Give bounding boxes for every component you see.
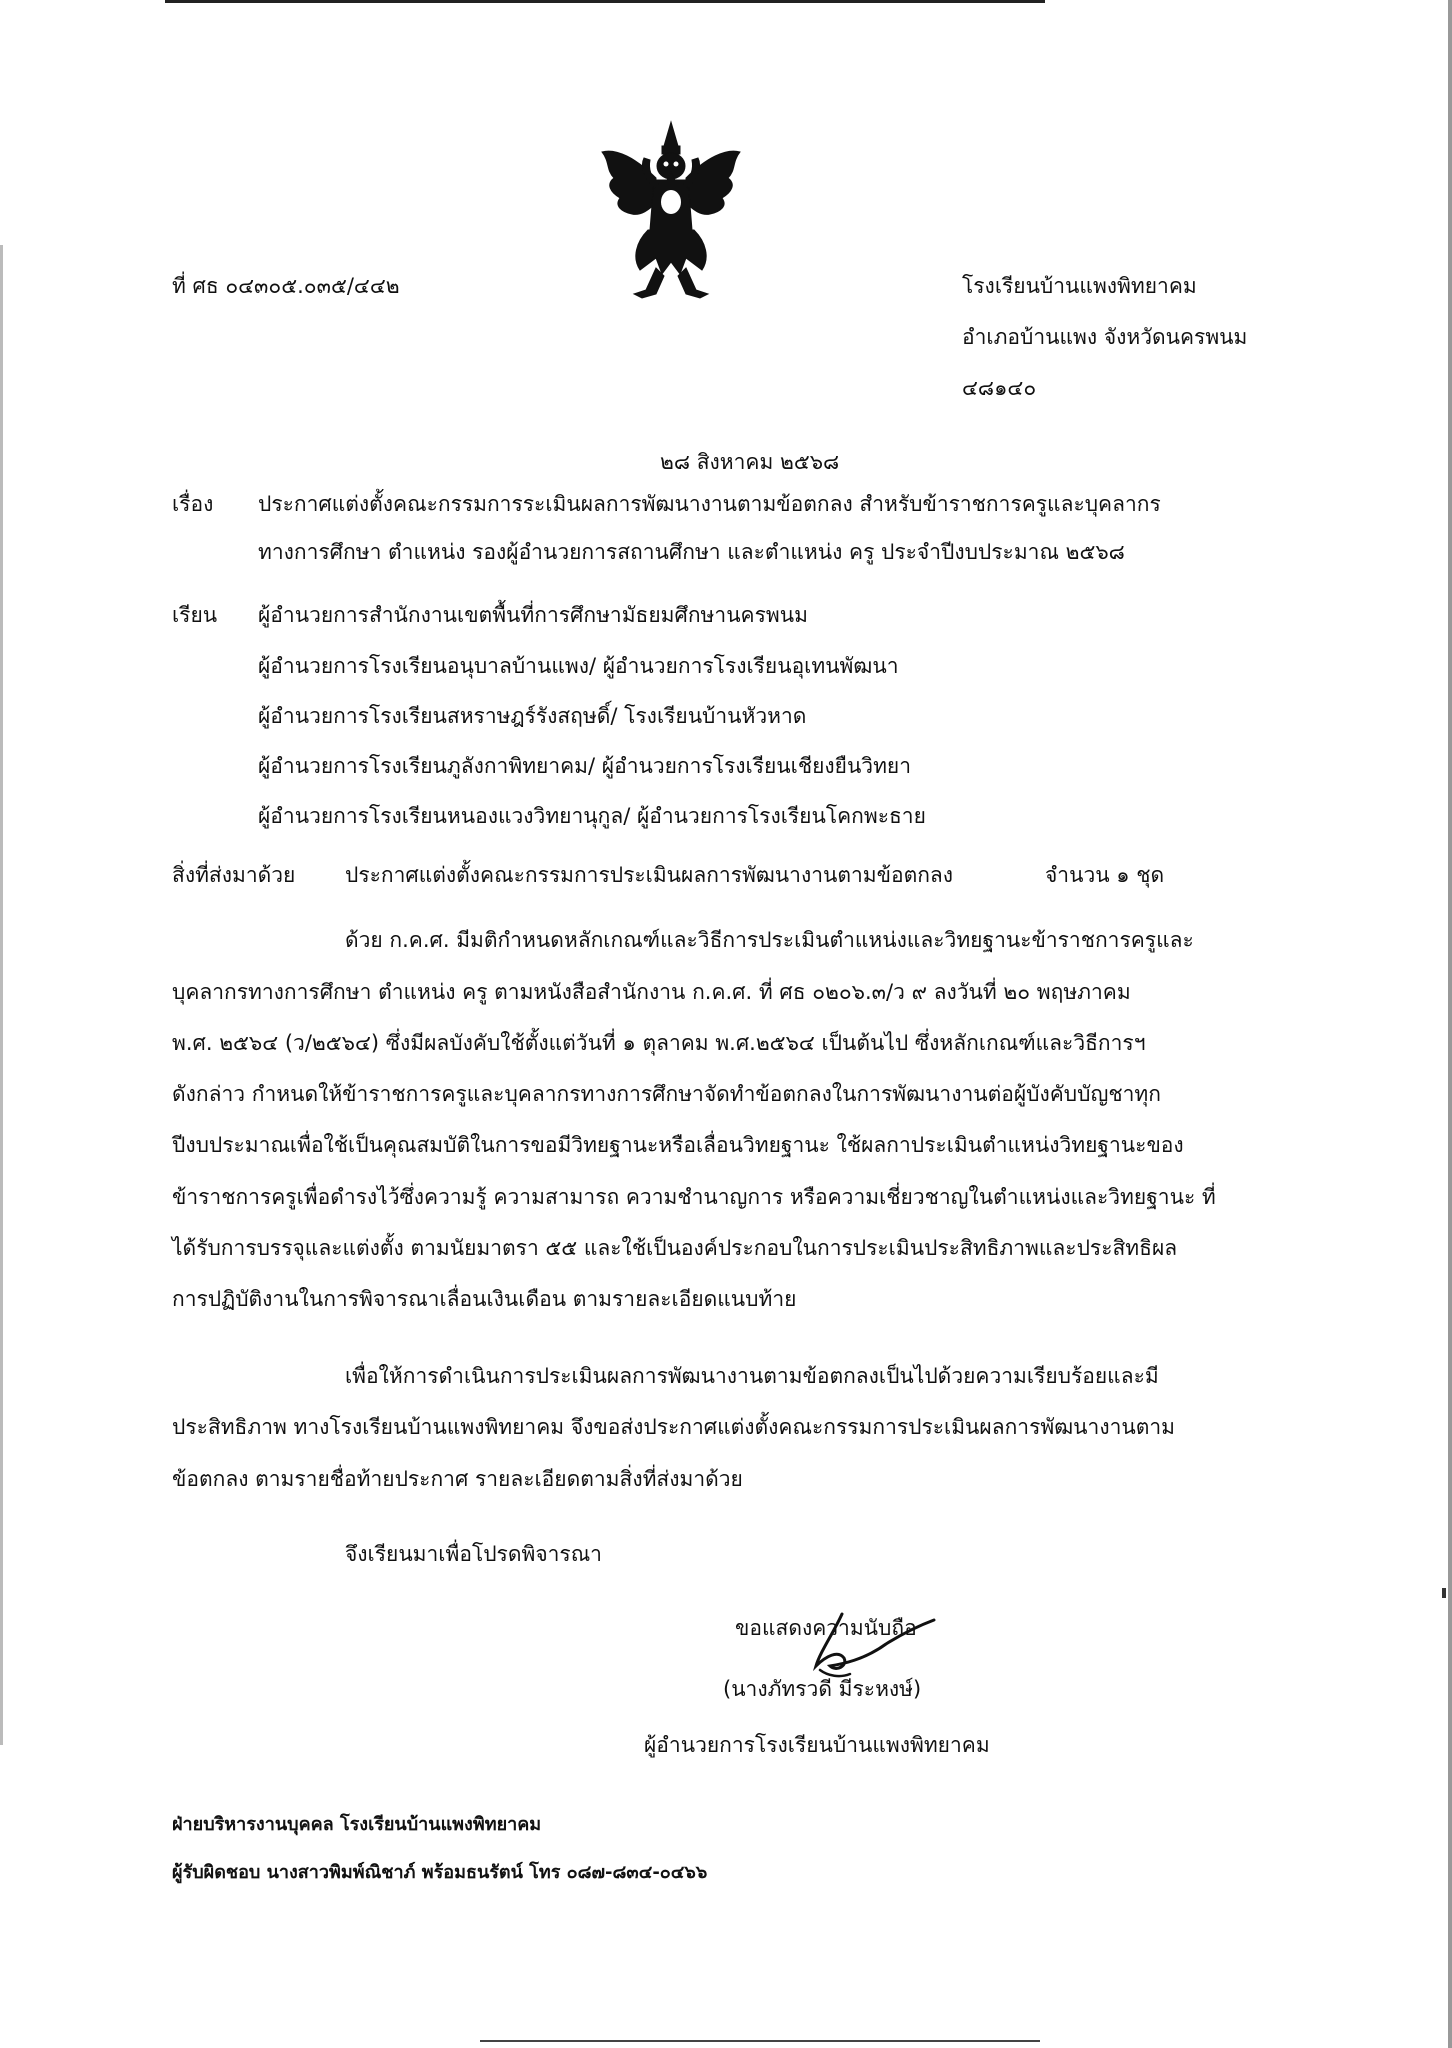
body-line: ข้าราชการครูเพื่อดำรงไว้ซึ่งความรู้ ความสามารถ ความชำนาญการ หรือความเชี่ยวชาญในตำแหน่งและวิทยฐานะ ที่: [172, 1185, 1216, 1209]
recipient-line: ผู้อำนวยการสำนักงานเขตพื้นที่การศึกษามัธยมศึกษานครพนม: [258, 603, 808, 627]
recipients-label: เรียน: [172, 603, 218, 627]
scan-mark: [1442, 1588, 1446, 1598]
footer-department: ฝ่ายบริหารงานบุคคล โรงเรียนบ้านแพงพิทยาคม: [172, 1814, 542, 1835]
enclosure-text: ประกาศแต่งตั้งคณะกรรมการประเมินผลการพัฒนางานตามข้อตกลง: [345, 863, 954, 887]
subject-line: ทางการศึกษา ตำแหน่ง รองผู้อำนวยการสถานศึกษา และตำแหน่ง ครู ประจำปีงบประมาณ ๒๕๖๘: [258, 540, 1125, 564]
letter-date: ๒๘ สิงหาคม ๒๕๖๘: [660, 450, 840, 474]
scan-border-bottom: [480, 2040, 1040, 2042]
subject-line: ประกาศแต่งตั้งคณะกรรมการระเมินผลการพัฒนางานตามข้อตกลง สำหรับข้าราชการครูและบุคลากร: [258, 492, 1161, 516]
closing-salutation: ขอแสดงความนับถือ: [735, 1616, 917, 1640]
scan-border-right: [1448, 0, 1452, 2048]
enclosure-quantity: จำนวน ๑ ชุด: [1045, 863, 1165, 887]
body-line: ด้วย ก.ค.ศ. มีมติกำหนดหลักเกณฑ์และวิธีการประเมินตำแหน่งและวิทยฐานะข้าราชการครูและ: [345, 928, 1194, 952]
recipient-line: ผู้อำนวยการโรงเรียนอนุบาลบ้านแพง/ ผู้อำนวยการโรงเรียนอุเทนพัฒนา: [258, 654, 899, 678]
scan-border-left: [0, 245, 3, 1745]
enclosure-label: สิ่งที่ส่งมาด้วย: [172, 863, 296, 887]
body-line: เพื่อให้การดำเนินการประเมินผลการพัฒนางานตามข้อตกลงเป็นไปด้วยความเรียบร้อยและมี: [345, 1364, 1159, 1388]
scan-border-top: [165, 0, 1045, 3]
recipient-line: ผู้อำนวยการโรงเรียนหนองแวงวิทยานุกูล/ ผู้อำนวยการโรงเรียนโคกพะธาย: [258, 804, 926, 828]
garuda-emblem-icon: [596, 118, 746, 304]
sender-district: อำเภอบ้านแพง จังหวัดนครพนม: [962, 325, 1248, 349]
body-line: ปีงบประมาณเพื่อใช้เป็นคุณสมบัติในการขอมีวิทยฐานะหรือเลื่อนวิทยฐานะ ใช้ผลกาประเมินตำแหน่งวิทยฐานะของ: [172, 1133, 1184, 1157]
body-line: พ.ศ. ๒๕๖๔ (ว/๒๕๖๔) ซึ่งมีผลบังคับใช้ตั้งแต่วันที่ ๑ ตุลาคม พ.ศ.๒๕๖๔ เป็นต้นไป ซึ่งหลักเกณฑ์และวิธีการฯ: [172, 1031, 1146, 1055]
body-line: ดังกล่าว กำหนดให้ข้าราชการครูและบุคลากรทางการศึกษาจัดทำข้อตกลงในการพัฒนางานต่อผู้บังคับบัญชาทุก: [172, 1082, 1161, 1106]
recipient-line: ผู้อำนวยการโรงเรียนภูลังกาพิทยาคม/ ผู้อำนวยการโรงเรียนเชียงยืนวิทยา: [258, 754, 912, 778]
body-line: บุคลากรทางการศึกษา ตำแหน่ง ครู ตามหนังสือสำนักงาน ก.ค.ศ. ที่ ศธ ๐๒๐๖.๓/ว ๙ ลงวันที่ ๒๐ พฤษภาคม: [172, 980, 1131, 1004]
recipient-line: ผู้อำนวยการโรงเรียนสหราษฎร์รังสฤษดิ์/ โรงเรียนบ้านหัวหาด: [258, 704, 807, 728]
footer-contact: ผู้รับผิดชอบ นางสาวพิมพ์ณิชาภ์ พร้อมธนรัตน์ โทร ๐๘๗-๘๓๔-๐๔๖๖: [172, 1862, 708, 1883]
closing-request: จึงเรียนมาเพื่อโปรดพิจารณา: [345, 1542, 602, 1566]
body-line: การปฏิบัติงานในการพิจารณาเลื่อนเงินเดือน ตามรายละเอียดแนบท้าย: [172, 1287, 797, 1311]
sender-name: โรงเรียนบ้านแพงพิทยาคม: [962, 274, 1197, 298]
document-number: ที่ ศธ ๐๔๓๐๕.๐๓๕/๔๔๒: [172, 274, 400, 298]
sender-postcode: ๔๘๑๔๐: [962, 376, 1037, 400]
body-line: ได้รับการบรรจุและแต่งตั้ง ตามนัยมาตรา ๕๕ และใช้เป็นองค์ประกอบในการประเมินประสิทธิภาพและประสิทธิผล: [172, 1236, 1178, 1260]
signer-name: (นางภัทรวดี มีระหงษ์): [723, 1677, 922, 1701]
subject-label: เรื่อง: [172, 492, 214, 516]
signer-position: ผู้อำนวยการโรงเรียนบ้านแพงพิทยาคม: [644, 1733, 990, 1757]
body-line: ประสิทธิภาพ ทางโรงเรียนบ้านแพงพิทยาคม จึงขอส่งประกาศแต่งตั้งคณะกรรมการประเมินผลการพัฒนางานตาม: [172, 1415, 1176, 1439]
body-line: ข้อตกลง ตามรายชื่อท้ายประกาศ รายละเอียดตามสิ่งที่ส่งมาด้วย: [172, 1467, 743, 1491]
